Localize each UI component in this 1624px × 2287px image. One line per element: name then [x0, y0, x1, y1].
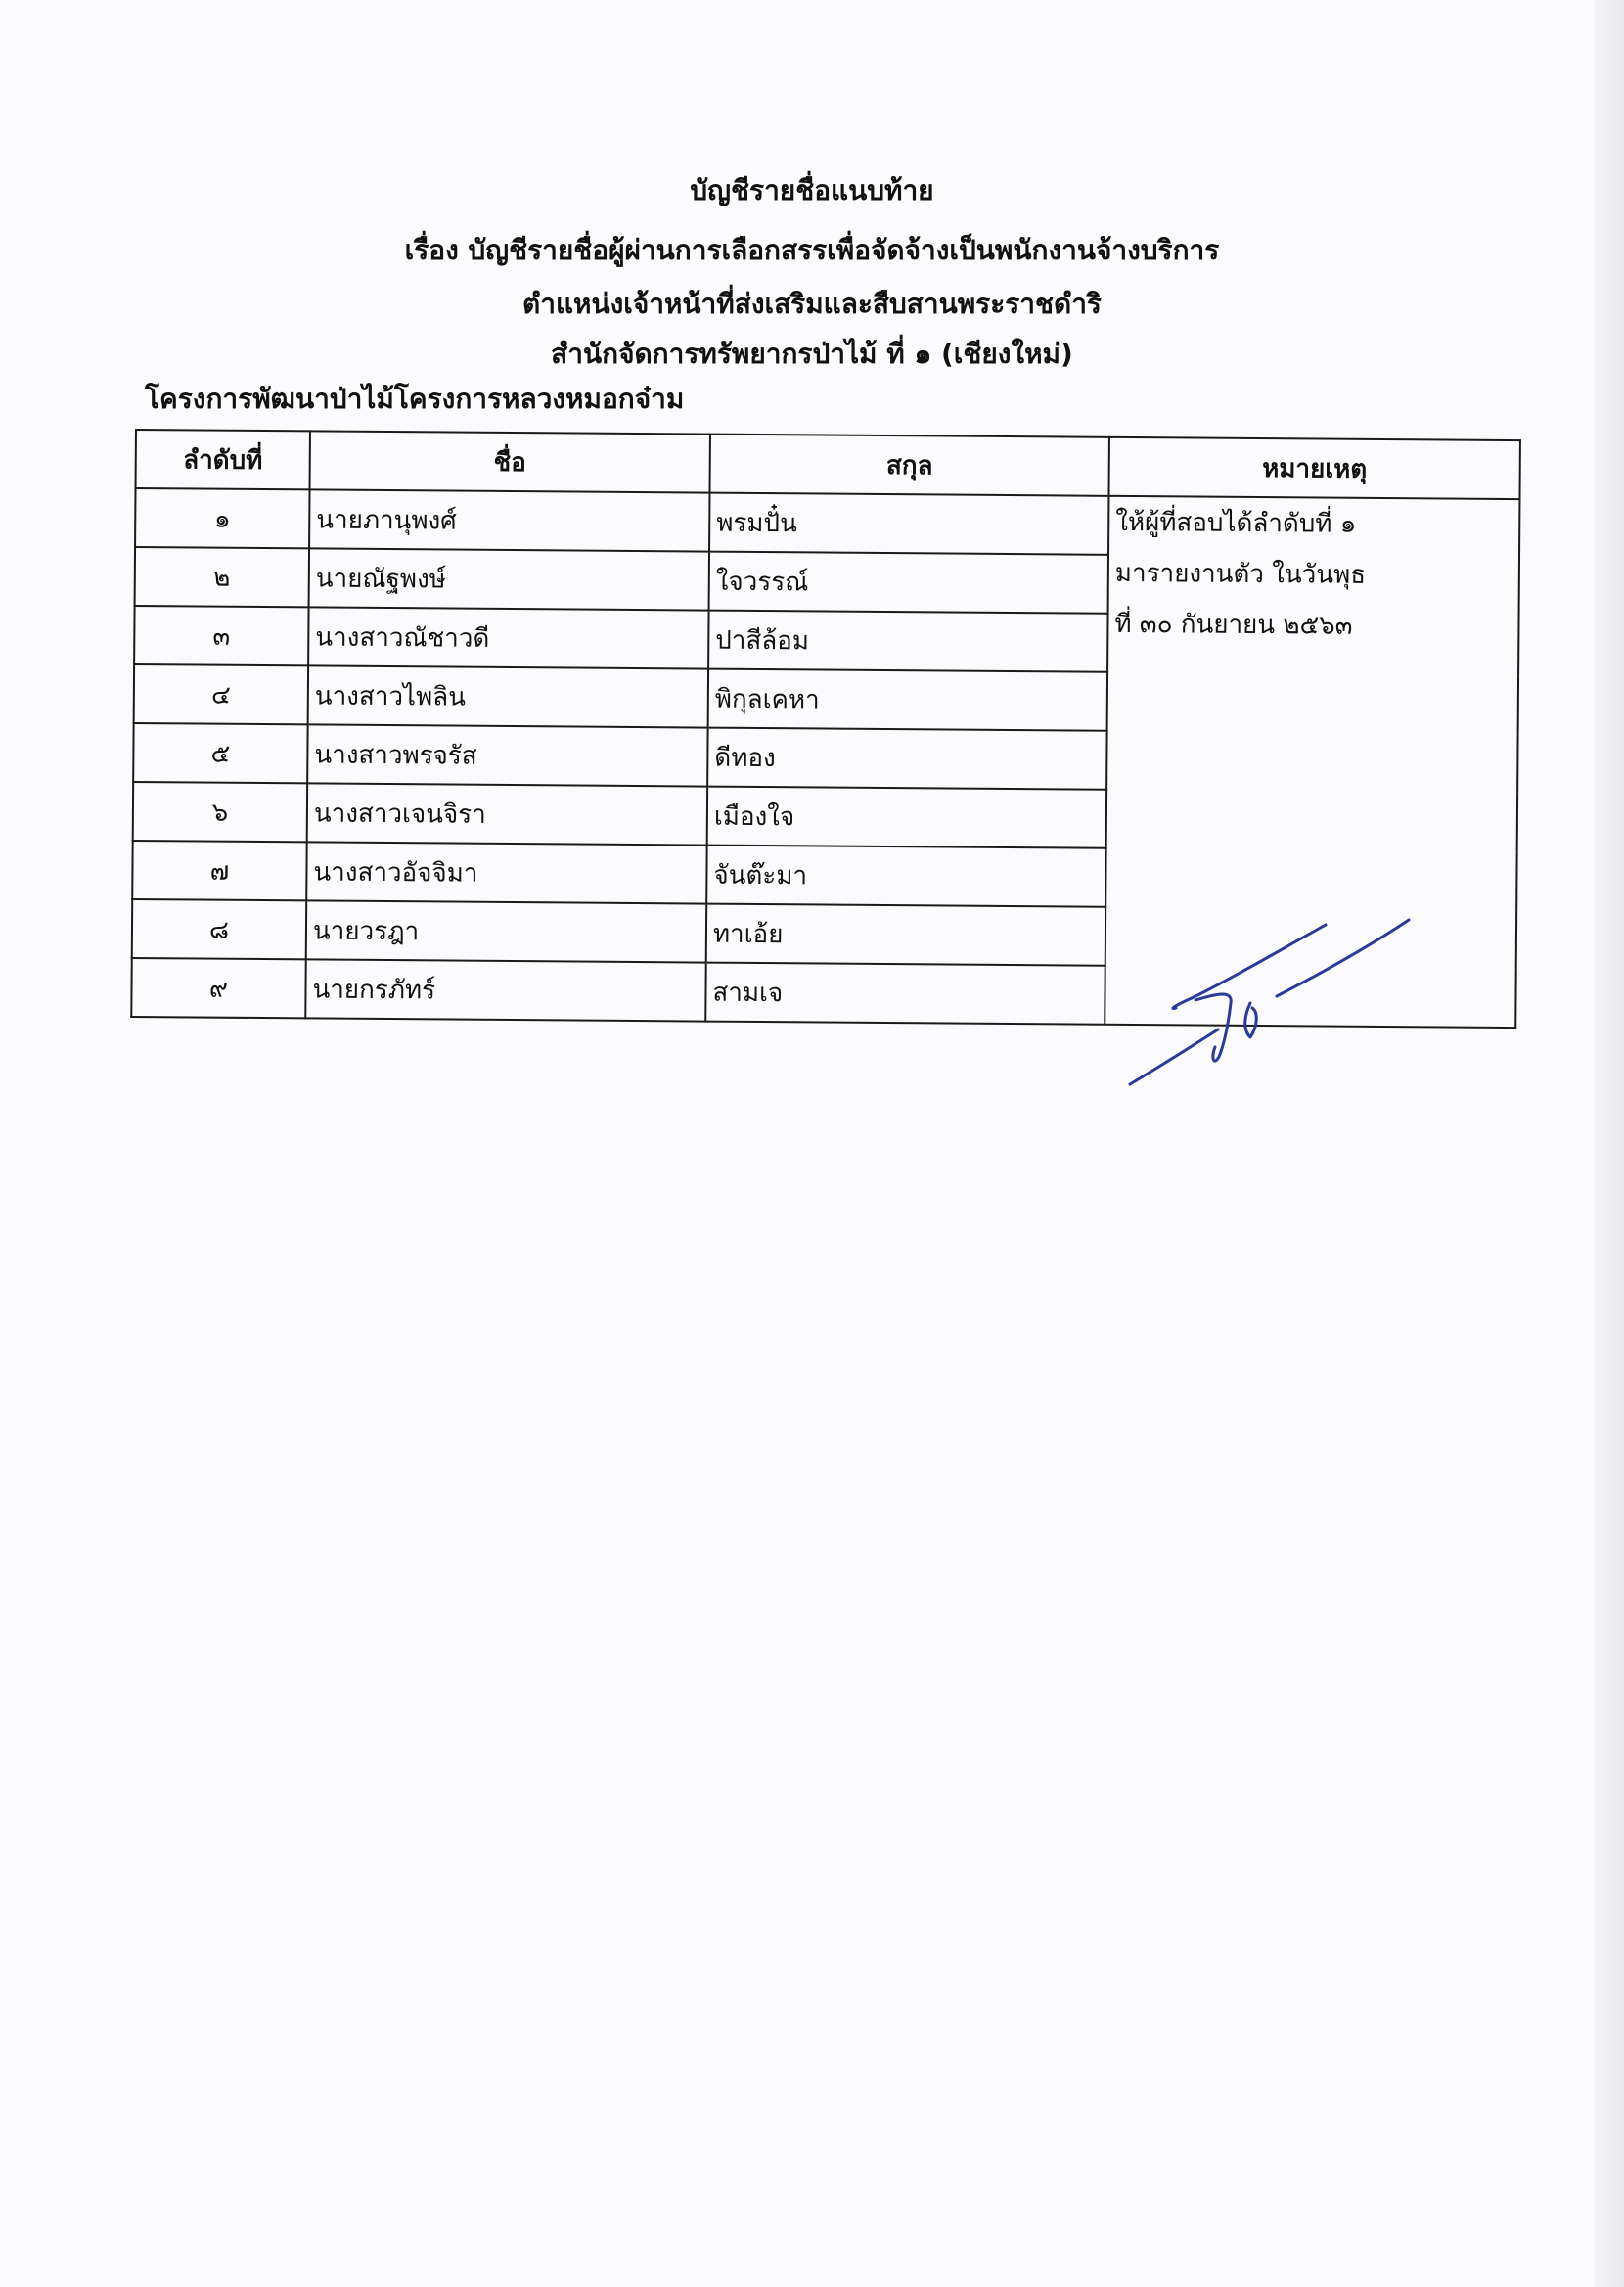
row-first-name: นายณัฐพงษ์	[309, 548, 709, 610]
row-first-name: นางสาวไพลิน	[308, 665, 708, 727]
row-no: ๗	[132, 841, 306, 900]
row-first-name: นางสาวพรจรัส	[307, 724, 707, 786]
signature-stroke	[1130, 1029, 1218, 1084]
row-no: ๘	[132, 899, 306, 959]
row-last-name: พิกุลเคหา	[708, 669, 1107, 731]
row-first-name: นายวรฎา	[306, 900, 706, 962]
signature-stroke	[1245, 1003, 1257, 1037]
header-no: ลำดับที่	[136, 430, 310, 489]
table-header-row	[136, 430, 1520, 499]
signature-stroke	[1195, 994, 1231, 1061]
header-first-name: ชื่อ	[310, 431, 710, 492]
row-first-name: นายกรภัทร์	[305, 959, 705, 1021]
document-title: บัญชีรายชื่อแนบท้าย	[690, 174, 934, 206]
remark-line: มารายงานตัว ในวันพุธ	[1114, 558, 1367, 590]
remark-line: ให้ผู้ที่สอบได้ลำดับที่ ๑	[1115, 507, 1357, 539]
row-last-name: จันต๊ะมา	[706, 846, 1105, 907]
table-row	[135, 488, 1519, 558]
row-last-name: ทาเอ้ย	[706, 904, 1105, 966]
row-first-name: นายภานุพงศ์	[309, 489, 709, 551]
document-position: ตำแหน่งเจ้าหน้าที่ส่งเสริมและสืบสานพระราชดำริ	[522, 288, 1102, 320]
row-no: ๓	[134, 606, 308, 665]
project-name: โครงการพัฒนาป่าไม้โครงการหลวงหมอกจ๋าม	[145, 383, 685, 415]
row-last-name: สามเจ	[705, 963, 1105, 1025]
row-first-name: นางสาวณัชาวดี	[308, 607, 708, 668]
row-first-name: นางสาวเจนจิรา	[307, 783, 707, 845]
signature-strokes	[1130, 920, 1409, 1084]
handwritten-signature	[1115, 910, 1428, 1096]
document-subject: เรื่อง บัญชีรายชื่อผู้ผ่านการเลือกสรรเพื่อจัดจ้างเป็นพนักงานจ้างบริการ	[404, 234, 1220, 266]
row-last-name: เมืองใจ	[707, 787, 1106, 848]
signature-stroke	[1277, 920, 1409, 996]
document-office: สำนักจัดการทรัพยากรป่าไม้ ที่ ๑ (เชียงใหม่)	[551, 338, 1073, 370]
row-last-name: ใจวรรณ์	[709, 552, 1108, 614]
row-first-name: นางสาวอัจจิมา	[306, 842, 706, 903]
row-no: ๙	[131, 958, 305, 1018]
row-no: ๑	[135, 488, 309, 548]
header-remark: หมายเหตุ	[1108, 437, 1519, 499]
signature-stroke	[1173, 925, 1326, 1009]
row-no: ๔	[134, 664, 308, 724]
row-last-name: ดีทอง	[707, 728, 1106, 790]
row-last-name: พรมปั๋น	[709, 493, 1108, 555]
row-no: ๕	[133, 723, 307, 783]
row-last-name: ปาสีล้อม	[708, 611, 1107, 672]
header-last-name: สกุล	[710, 435, 1109, 496]
row-no: ๒	[135, 547, 309, 607]
row-no: ๖	[133, 782, 307, 842]
remark-line: ที่ ๓๐ กันยายน ๒๕๖๓	[1114, 609, 1353, 641]
